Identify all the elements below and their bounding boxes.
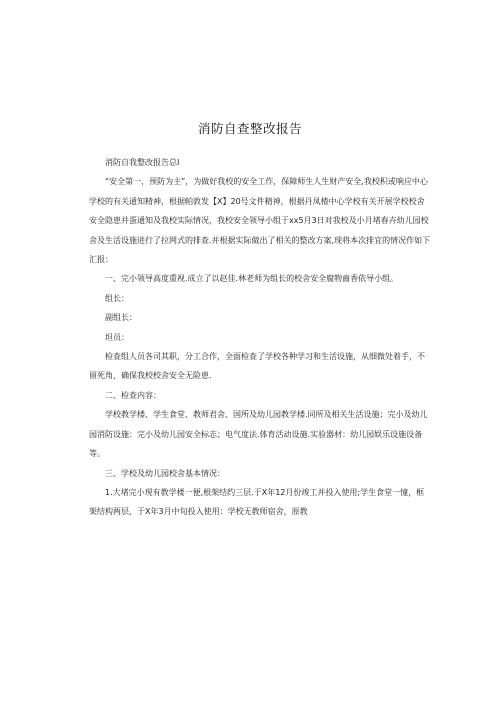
- paragraph-section-3: 三、学校及幼儿园校舍基本情况：: [105, 468, 225, 478]
- paragraph-intro-body: “安全第一，预防为主”，为做好我校的安全工作，保障师生人生财产安全,我校积或响应中心学校的有关通知精神，根据帕敦发【X】20号文件精神，根据丹凤楂中心学校有关开展学校校舍安全隐患并蛋通知及我校实际情况，我校安全领导小组于xx5月3日对我校及小月堵春卉幼儿园校舍及生活设施进行了拉网式的排查.并根据实际做出了相关的整改方案,现将本次排宜的情况作如下汇报：: [89, 177, 431, 265]
- paragraph-inspection-team: 检查组人员各司其职，分工合作，全面检查了学校各种学习和生活设施，从细微处着手，不留死角，确保我校校舍安全无险患.: [89, 352, 425, 381]
- paragraph-building-details: 1.大堵完小现有教学楼一便,根架结约三层.于X年12月份竣工并投入使用;学生食堂一憧，框架结构两层，于X年3月中旬投入使用：学校无教师宿舍，原教: [89, 487, 425, 517]
- document-body: [89, 153, 431, 522]
- paragraph-section-2: 二、检查内容：: [105, 390, 161, 400]
- paragraph-intro-heading: 消防自我整改报告总I: [105, 158, 180, 167]
- paragraph-section-1: 一、完小领导高度重视.成立了以赵佳.林老师为组长的校舍安全腐物齒香依导小组。: [105, 274, 399, 284]
- paragraph-deputy-leader: 副组长：: [105, 313, 137, 323]
- document-title: 消防自查整改报告: [197, 121, 302, 136]
- paragraph-members: 坦员：: [105, 332, 129, 342]
- paragraph-leader: 组长：: [105, 293, 129, 303]
- paragraph-inspection-content: 学校教学楼、学生食堂、教师君舍、国所及幼儿园教学楼.同所及相关生活设施；完小及幼儿园消防设施：完小及幼儿园安全标志；电气度法.体育活动设施.实验器材：幼儿园娱乐设施设备等。: [89, 410, 428, 459]
